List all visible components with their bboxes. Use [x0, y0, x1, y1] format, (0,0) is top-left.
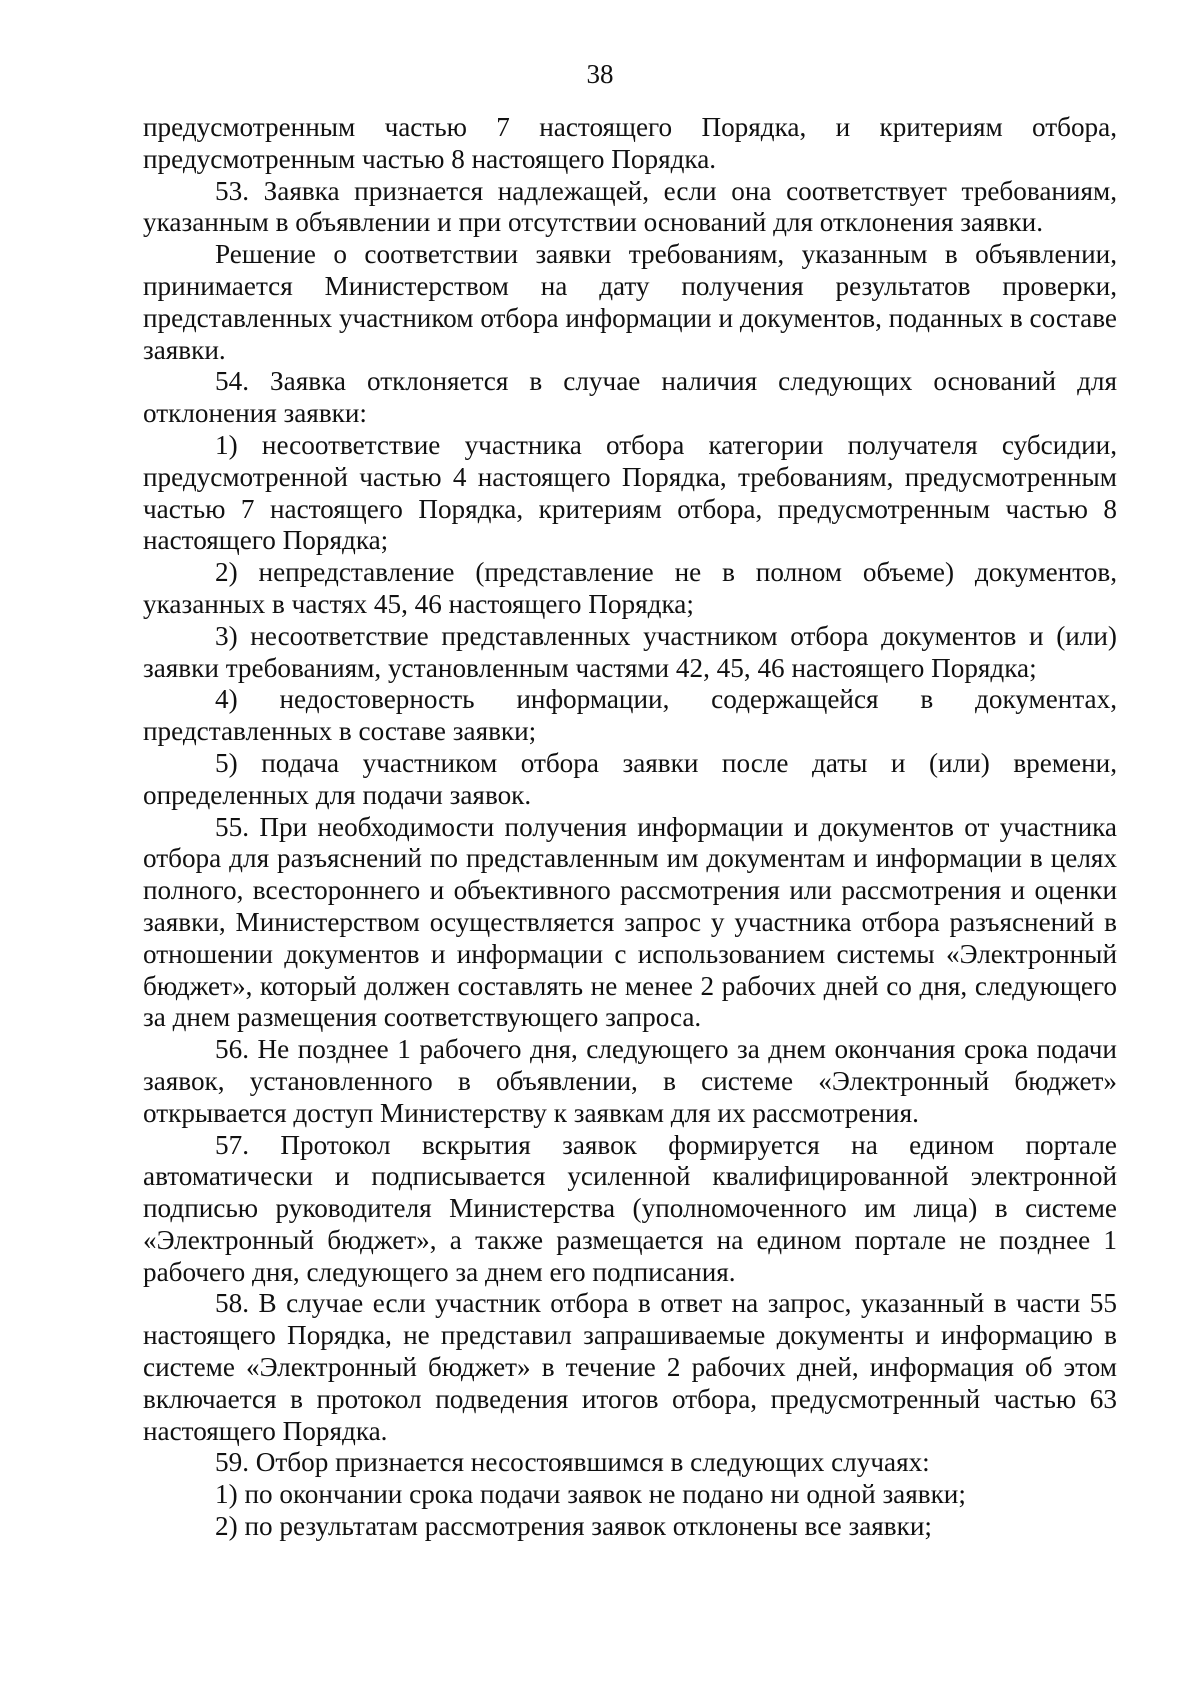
paragraph-58: 58. В случае если участник отбора в ответ на запрос, указанный в части 55 настоящего Порядка, не представил запрашиваемые документы и информацию в системе «Электронный бюджет» в течение 2 рабочих дней, информация об этом включается в протокол подведения итогов отбора, предусмотренный частью 63 настоящего Порядка.: [143, 1288, 1117, 1446]
paragraph-56: 56. Не позднее 1 рабочего дня, следующего за днем окончания срока подачи заявок, установленного в объявлении, в системе «Электронный бюджет» открывается доступ Министерству к заявкам для их рассмотрения.: [143, 1034, 1117, 1128]
paragraph-54-item-5: 5) подача участником отбора заявки после даты и (или) времени, определенных для подачи заявок.: [143, 747, 1117, 810]
paragraph-54-item-4: 4) недостоверность информации, содержащейся в документах, представленных в составе заявки;: [143, 684, 1117, 747]
paragraph-53-decision: Решение о соответствии заявки требованиям, указанным в объявлении, принимается Министерством на дату получения результатов проверки, представленных участником отбора информации и документов, поданных в составе заявки.: [143, 239, 1117, 365]
paragraph-54-item-1: 1) несоответствие участника отбора категории получателя субсидии, предусмотренной частью 4 настоящего Порядка, требованиям, предусмотренным частью 7 настоящего Порядка, критериям отбора, предусмотренным частью 8 настоящего Порядка;: [143, 429, 1117, 556]
paragraph-59-item-1: 1) по окончании срока подачи заявок не подано ни одной заявки;: [215, 1479, 966, 1510]
paragraph-54-item-3: 3) несоответствие представленных участником отбора документов и (или) заявки требованиям, установленным частями 42, 45, 46 настоящего Порядка;: [143, 620, 1117, 683]
paragraph-55: 55. При необходимости получения информации и документов от участника отбора для разъяснений по представленным им документам и информации в целях полного, всестороннего и объективного рассмотрения или рассмотрения и оценки заявки, Министерством осуществляется запрос у участника отбора разъяснений в отношении документов и информации с использованием системы «Электронный бюджет», который должен составлять не менее 2 рабочих дней со дня, следующего за днем размещения соответствующего запроса.: [143, 811, 1117, 1033]
paragraph-continuation: предусмотренным частью 7 настоящего Порядка, и критериям отбора, предусмотренным частью 8 настоящего Порядка.: [143, 112, 1117, 174]
paragraph-57: 57. Протокол вскрытия заявок формируется на едином портале автоматически и подписывается усиленной квалифицированной электронной подписью руководителя Министерства (уполномоченного им лица) в системе «Электронный бюджет», а также размещается на едином портале не позднее 1 рабочего дня, следующего за днем его подписания.: [143, 1129, 1117, 1287]
paragraph-54: 54. Заявка отклоняется в случае наличия следующих оснований для отклонения заявки:: [143, 366, 1117, 429]
paragraph-59-item-2: 2) по результатам рассмотрения заявок отклонены все заявки;: [215, 1511, 932, 1542]
document-body: [143, 112, 1117, 1543]
paragraph-53: 53. Заявка признается надлежащей, если она соответствует требованиям, указанным в объявлении и при отсутствии оснований для отклонения заявки.: [143, 175, 1117, 238]
paragraph-54-item-2: 2) непредставление (представление не в полном объеме) документов, указанных в частях 45, 46 настоящего Порядка;: [143, 557, 1117, 619]
paragraph-59: 59. Отбор признается несостоявшимся в следующих случаях:: [215, 1447, 930, 1478]
page-number: 38: [586, 59, 614, 89]
